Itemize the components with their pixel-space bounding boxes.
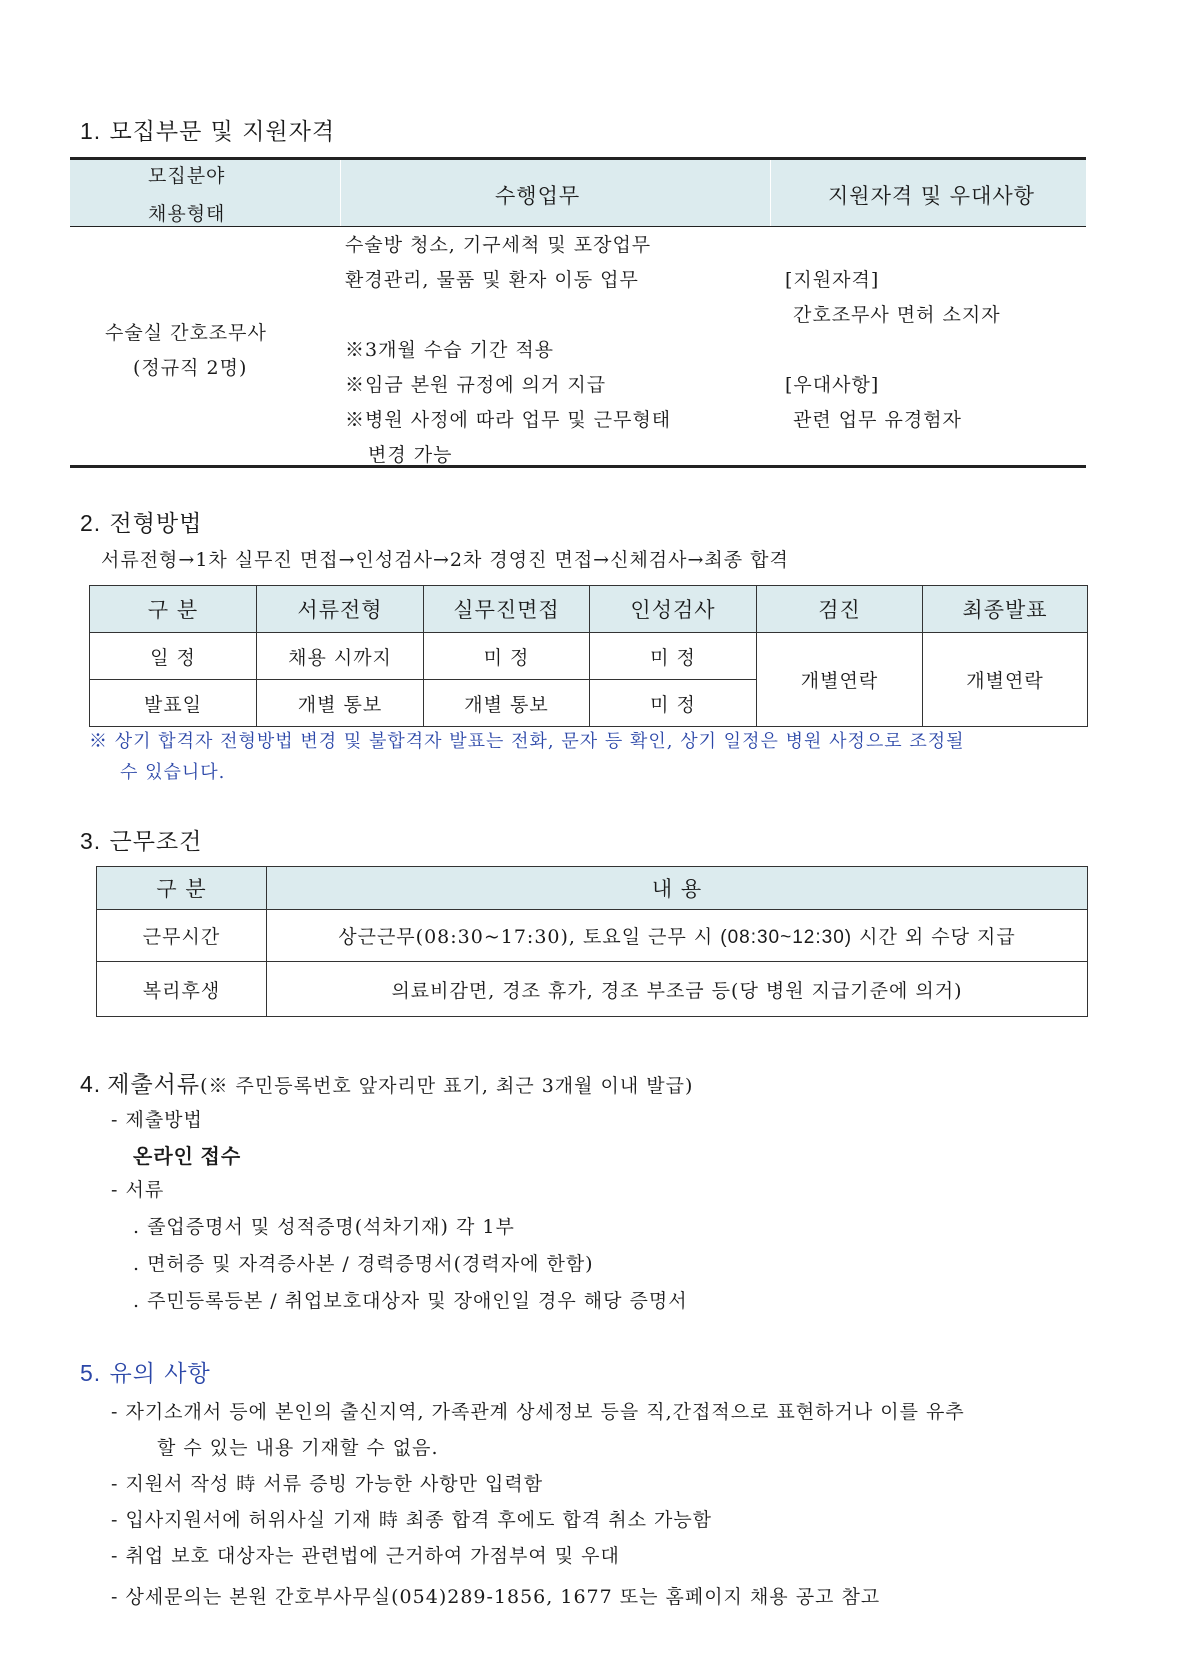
schedule-cell: 개별 통보 xyxy=(424,680,590,727)
schedule-table xyxy=(89,585,1088,727)
header-duties: 수행업무 xyxy=(495,184,581,208)
duty-item: 수술방 청소, 기구세척 및 포장업무 xyxy=(345,234,652,256)
schedule-header: 서류전형 xyxy=(257,586,424,633)
position-name: 수술실 간호조무사 xyxy=(105,322,267,344)
schedule-header: 검진 xyxy=(757,586,923,633)
document-item: . 졸업증명서 및 성적증명(석차기재) 각 1부 xyxy=(133,1216,515,1238)
recruit-table-header-rule xyxy=(70,226,1086,227)
duty-item: ※병원 사정에 따라 업무 및 근무형태 xyxy=(345,409,672,431)
section1-title xyxy=(80,113,335,146)
schedule-note-continued: 수 있습니다. xyxy=(120,762,226,783)
duty-item: 변경 가능 xyxy=(368,444,453,466)
preference-item: 관련 업무 유경험자 xyxy=(793,409,962,431)
work-conditions-table xyxy=(96,866,1088,1017)
notice-item: - 지원서 작성 時 서류 증빙 가능한 사항만 입력함 xyxy=(111,1473,544,1495)
saturday-hours: (08:30~12:30) xyxy=(720,927,853,948)
section5-title xyxy=(80,1355,211,1388)
notice-item: - 상세문의는 본원 간호부사무실(054)289-1856, 1677 또는 홈페이지 채용 공고 참고 xyxy=(111,1586,881,1608)
schedule-row-label: 발표일 xyxy=(90,680,257,727)
section3-number: 3. xyxy=(80,828,102,854)
position-type: (정규직 2명) xyxy=(133,357,248,379)
notice-item: - 취업 보호 대상자는 관련법에 근거하여 가점부여 및 우대 xyxy=(111,1545,620,1567)
schedule-checkup-cell: 개별연락 xyxy=(757,633,923,727)
schedule-header: 최종발표 xyxy=(923,586,1088,633)
section5-number: 5. xyxy=(80,1360,102,1386)
section4-title-note: (※ 주민등록번호 앞자리만 표기, 최근 3개월 이내 발급) xyxy=(200,1075,694,1097)
schedule-cell: 미 정 xyxy=(424,633,590,680)
section2-title-text: 전형방법 xyxy=(109,511,203,537)
preference-heading: [우대사항] xyxy=(785,374,880,396)
section1-number: 1. xyxy=(80,118,102,144)
qualification-item: 간호조무사 면허 소지자 xyxy=(793,304,1001,326)
section2-title xyxy=(80,505,202,538)
section4-number: 4. xyxy=(80,1071,102,1097)
schedule-cell: 개별 통보 xyxy=(257,680,424,727)
header-field: 모집분야 xyxy=(148,165,226,187)
submit-method-label: - 제출방법 xyxy=(111,1109,203,1131)
schedule-header: 구 분 xyxy=(90,586,257,633)
duty-item: 환경관리, 물품 및 환자 이동 업무 xyxy=(345,269,639,291)
schedule-cell: 미 정 xyxy=(590,633,757,680)
section5-title-text: 유의 사항 xyxy=(109,1361,211,1387)
notice-item: - 자기소개서 등에 본인의 출신지역, 가족관계 상세정보 등을 직,간접적으로 표현하거나 이를 유추 xyxy=(111,1401,965,1423)
document-item: . 주민등록등본 / 취업보호대상자 및 장애인일 경우 해당 증명서 xyxy=(133,1290,688,1312)
conditions-cell-welfare: 의료비감면, 경조 휴가, 경조 부조금 등(당 병원 지급기준에 의거) xyxy=(267,962,1088,1017)
schedule-row-label: 일 정 xyxy=(90,633,257,680)
schedule-header: 인성검사 xyxy=(590,586,757,633)
documents-label: - 서류 xyxy=(111,1179,165,1201)
notice-item: - 입사지원서에 허위사실 기재 時 최종 합격 후에도 합격 취소 가능함 xyxy=(111,1509,713,1531)
section4-title-text: 제출서류 xyxy=(107,1072,201,1098)
recruit-table-header-divider xyxy=(770,159,771,226)
schedule-final-cell: 개별연락 xyxy=(923,633,1088,727)
conditions-row-label: 복리후생 xyxy=(97,962,267,1017)
selection-flow: 서류전형→1차 실무진 면접→인성검사→2차 경영진 면접→신체검사→최종 합격 xyxy=(101,549,789,571)
conditions-row-label: 근무시간 xyxy=(97,910,267,962)
header-employment-type: 채용형태 xyxy=(148,203,226,225)
recruit-table-bottom-rule xyxy=(70,465,1086,468)
notice-item-continued: 할 수 있는 내용 기재할 수 없음. xyxy=(157,1437,439,1459)
submit-method-value: 온라인 접수 xyxy=(133,1146,242,1168)
schedule-cell: 미 정 xyxy=(590,680,757,727)
section3-title xyxy=(80,823,202,856)
overtime-text: 시간 외 수당 지급 xyxy=(852,926,1016,948)
conditions-header: 내 용 xyxy=(267,867,1088,910)
section1-title-text: 모집부문 및 지원자격 xyxy=(109,119,336,145)
schedule-cell: 채용 시까지 xyxy=(257,633,424,680)
schedule-note: ※ 상기 합격자 전형방법 변경 및 불합격자 발표는 전화, 문자 등 확인, 상기 일정은 병원 사정으로 조정될 xyxy=(89,731,965,752)
schedule-header: 실무진면접 xyxy=(424,586,590,633)
section2-number: 2. xyxy=(80,510,102,536)
conditions-cell-hours xyxy=(267,910,1088,962)
header-qualifications: 지원자격 및 우대사항 xyxy=(828,184,1035,208)
duty-item: ※3개월 수습 기간 적용 xyxy=(345,339,555,361)
recruit-table-top-rule xyxy=(70,157,1086,160)
conditions-header: 구 분 xyxy=(97,867,267,910)
document-item: . 면허증 및 자격증사본 / 경력증명서(경력자에 한함) xyxy=(133,1253,594,1275)
qualification-heading: [지원자격] xyxy=(785,269,880,291)
section3-title-text: 근무조건 xyxy=(109,829,203,855)
section4-title xyxy=(80,1066,693,1099)
duty-item: ※임금 본원 규정에 의거 지급 xyxy=(345,374,607,396)
hours-text: 상근근무(08:30~17:30), 토요일 근무 시 xyxy=(338,926,721,948)
recruit-table-header-divider xyxy=(340,159,341,226)
